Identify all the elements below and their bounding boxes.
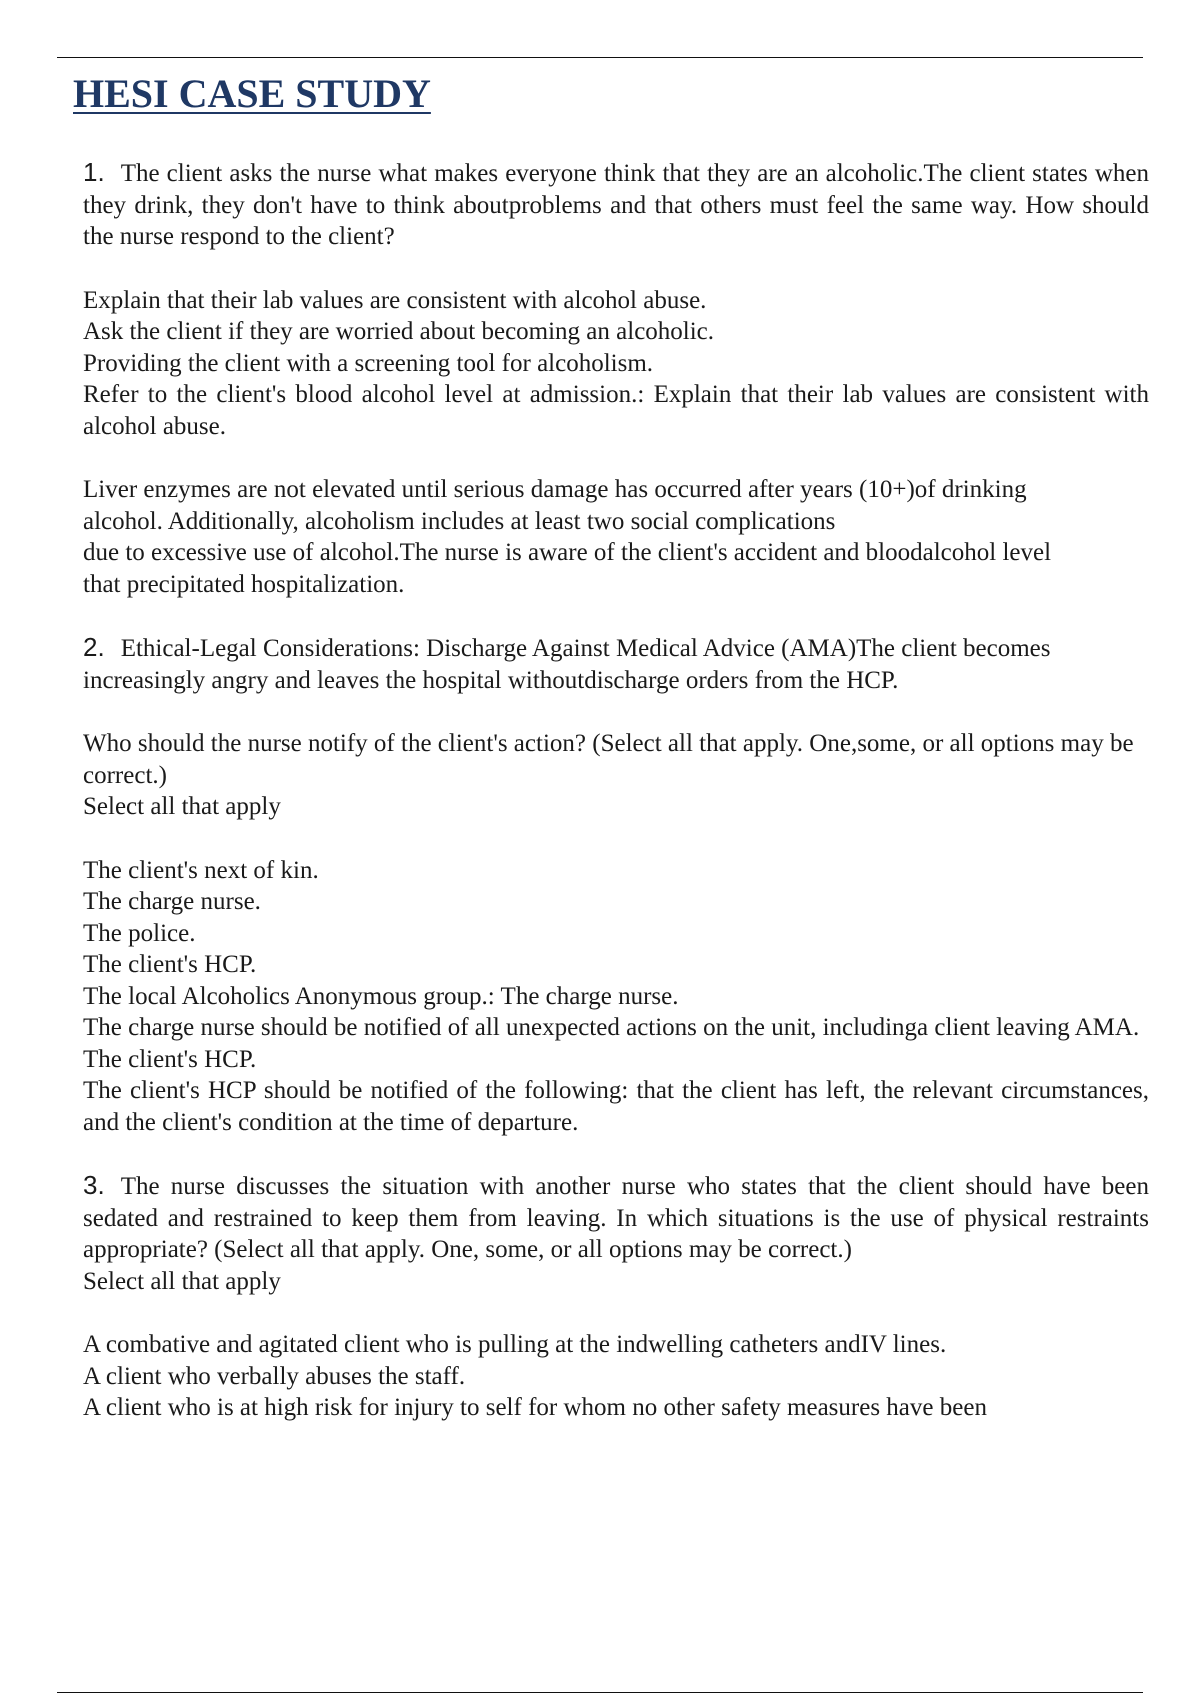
question-1-options	[83, 285, 1149, 443]
select-all-instruction: Select all that apply	[83, 1267, 281, 1295]
question-number: 3.	[83, 1170, 105, 1200]
rationale-line: The charge nurse should be notified of all unexpected actions on the unit, includinga client leaving AMA.	[83, 1014, 1140, 1041]
question-text: The nurse discusses the situation with another nurse who states that the client should have been sedated and restrained to keep them from leaving. In which situations is the use of physical restraints appropriate? (Select all that apply. One, some, or all options may be correct.)	[83, 1173, 1149, 1263]
question-2-prompt	[83, 728, 1149, 823]
option-line: The client's HCP.	[83, 951, 257, 978]
document-body	[83, 157, 1149, 1424]
question-number: 2.	[83, 632, 105, 662]
rationale-line: that precipitated hospitalization.	[83, 570, 405, 598]
option-line: The client's next of kin.	[83, 856, 319, 884]
question-prompt: Who should the nurse notify of the client's action? (Select all that apply. One,some, or all options may be correct.)	[83, 730, 1134, 789]
option-line: Providing the client with a screening tool for alcoholism.	[83, 349, 654, 377]
question-number: 1.	[83, 157, 105, 187]
option-line: A client who is at high risk for injury to self for whom no other safety measures have been	[83, 1394, 987, 1421]
answer-line: Refer to the client's blood alcohol level at admission.: Explain that their lab values are consistent with alcohol abuse.	[83, 381, 1149, 440]
question-text: The client asks the nurse what makes everyone think that they are an alcoholic.The client states when they drink, they don't have to think aboutproblems and that others must feel the same way. How should the nurse respond to the client?	[83, 160, 1149, 250]
rationale-line: due to excessive use of alcohol.The nurse is aware of the client's accident and bloodalcohol level	[83, 539, 1052, 566]
top-rule	[57, 57, 1143, 58]
rationale-line: The client's HCP should be notified of the following: that the client has left, the relevant circumstances, and the client's condition at the time of departure.	[83, 1077, 1149, 1136]
question-2	[83, 632, 1149, 696]
question-text: Ethical-Legal Considerations: Discharge Against Medical Advice (AMA)The client becomes increasingly angry and leaves the hospital withoutdischarge orders from the HCP.	[83, 635, 1051, 694]
question-3-options	[83, 1329, 1149, 1424]
rationale-line: Liver enzymes are not elevated until serious damage has occurred after years (10+)of drinking	[83, 476, 1027, 503]
question-1	[83, 157, 1149, 253]
document-title: HESI CASE STUDY	[73, 71, 431, 116]
question-text-block	[83, 1170, 1149, 1266]
question-1-rationale	[83, 474, 1149, 600]
question-2-options	[83, 855, 1149, 1139]
answer-line: The client's HCP.	[83, 1045, 257, 1073]
option-line: A client who verbally abuses the staff.	[83, 1362, 466, 1390]
option-line: Explain that their lab values are consistent with alcohol abuse.	[83, 286, 707, 314]
option-line: Ask the client if they are worried about becoming an alcoholic.	[83, 318, 715, 345]
option-line: The charge nurse.	[83, 888, 261, 915]
answer-line: The local Alcoholics Anonymous group.: The charge nurse.	[83, 982, 679, 1010]
option-line: A combative and agitated client who is pulling at the indwelling catheters andIV lines.	[83, 1331, 947, 1358]
option-line: The police.	[83, 919, 196, 947]
rationale-line: alcohol. Additionally, alcoholism includes at least two social complications	[83, 507, 836, 535]
bottom-rule	[57, 1692, 1143, 1693]
question-3	[83, 1170, 1149, 1297]
select-all-instruction: Select all that apply	[83, 793, 281, 820]
